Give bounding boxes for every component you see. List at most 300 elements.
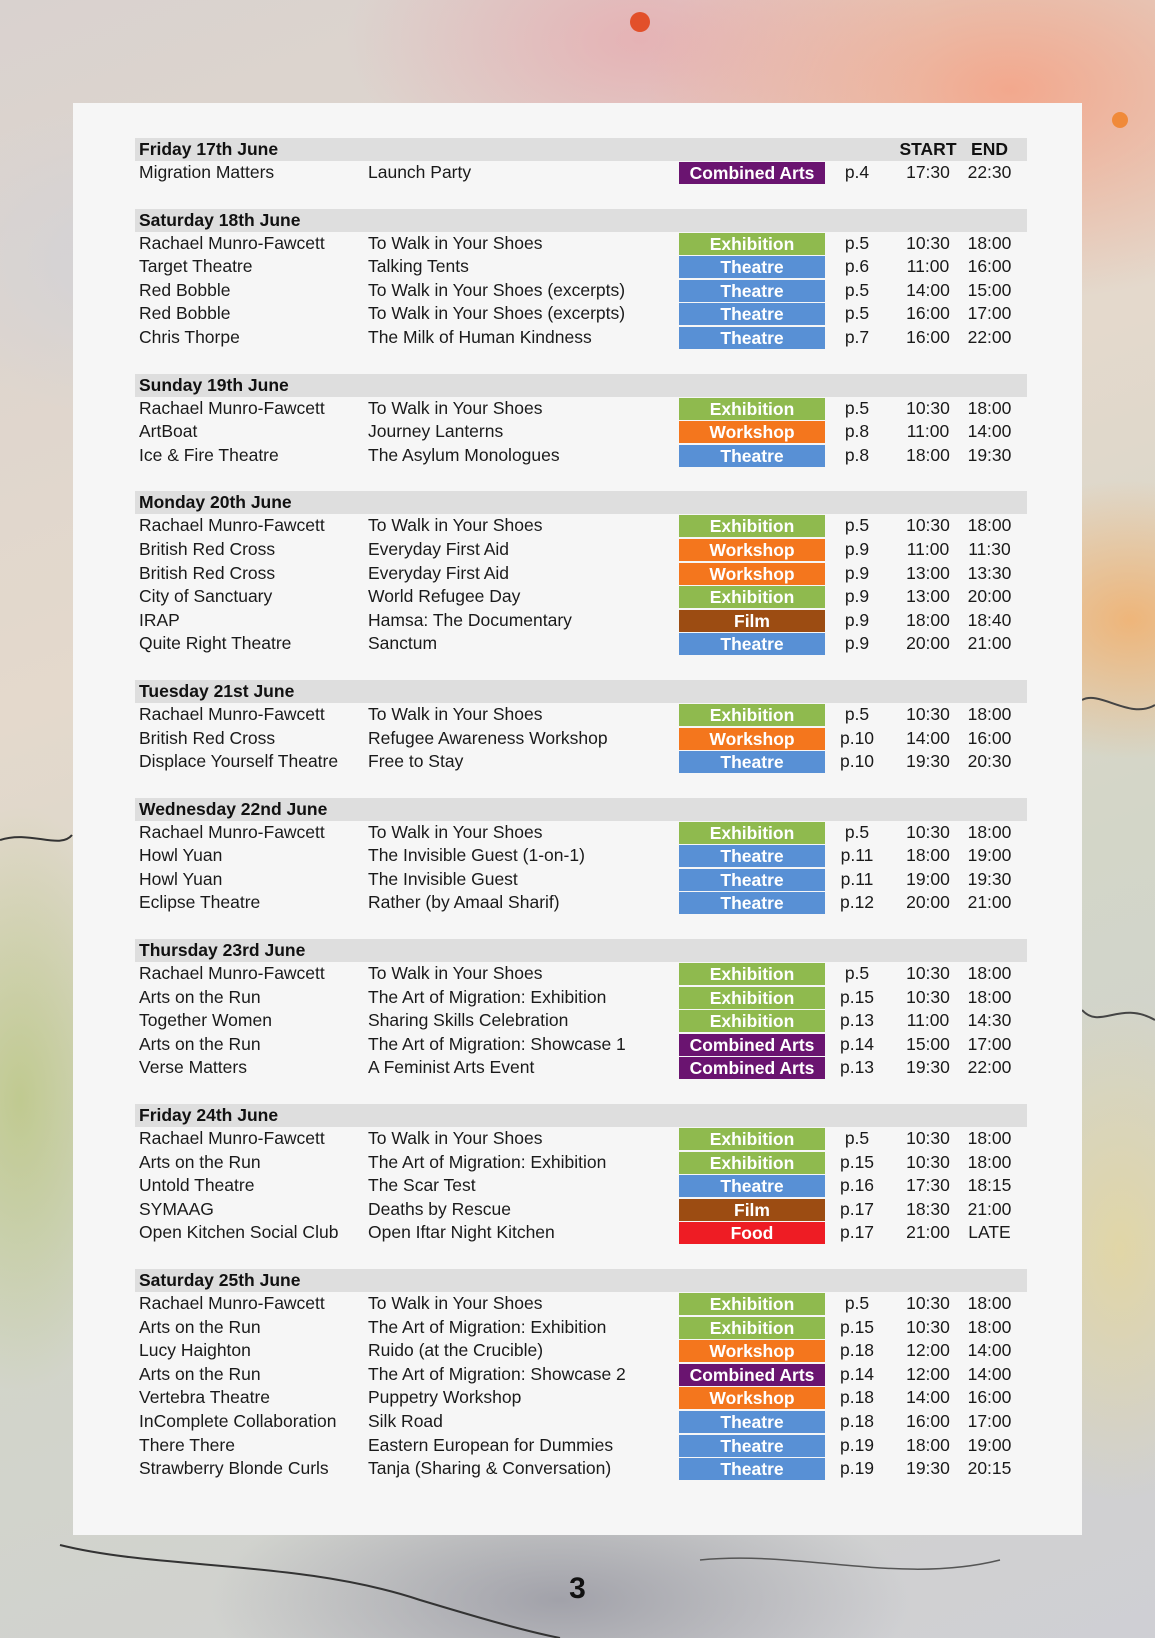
page-reference: p.9 bbox=[844, 633, 870, 654]
category-badge: Exhibition bbox=[679, 1152, 825, 1174]
page-reference: p.18 bbox=[839, 1387, 875, 1408]
end-time: 18:15 bbox=[967, 1175, 1012, 1196]
event-row bbox=[135, 868, 1027, 892]
start-time: 20:00 bbox=[906, 892, 950, 913]
end-time: 18:00 bbox=[967, 1151, 1012, 1172]
event-title: To Walk in Your Shoes bbox=[368, 515, 543, 536]
event-title: Hamsa: The Documentary bbox=[368, 609, 572, 630]
category-badge: Exhibition bbox=[679, 704, 825, 726]
day-label: Thursday 23rd June bbox=[139, 940, 306, 961]
category-badge: Theatre bbox=[679, 633, 825, 655]
event-title: Rather (by Amaal Sharif) bbox=[368, 892, 560, 913]
event-schedule bbox=[135, 138, 1027, 1505]
event-title: The Invisible Guest (1-on-1) bbox=[368, 845, 585, 866]
event-row bbox=[135, 609, 1027, 633]
category-badge: Exhibition bbox=[679, 987, 825, 1009]
event-row bbox=[135, 1056, 1027, 1080]
end-time: 15:00 bbox=[967, 279, 1012, 300]
end-time: 16:00 bbox=[967, 1387, 1012, 1408]
end-time: 20:15 bbox=[967, 1458, 1012, 1479]
end-time: 14:30 bbox=[967, 1010, 1012, 1031]
page-reference: p.18 bbox=[839, 1410, 875, 1431]
end-time: 22:00 bbox=[967, 1057, 1012, 1078]
day-section bbox=[135, 939, 1027, 1080]
event-row bbox=[135, 326, 1027, 350]
event-title: World Refugee Day bbox=[368, 586, 521, 607]
event-row bbox=[135, 1221, 1027, 1245]
day-section bbox=[135, 680, 1027, 774]
category-badge: Combined Arts bbox=[679, 1057, 825, 1079]
event-title: The Art of Migration: Exhibition bbox=[368, 1151, 607, 1172]
event-row bbox=[135, 986, 1027, 1010]
event-title: Everyday First Aid bbox=[368, 562, 510, 583]
event-row bbox=[135, 703, 1027, 727]
end-time: 14:00 bbox=[967, 1340, 1012, 1361]
page-reference: p.5 bbox=[844, 303, 870, 324]
event-title: To Walk in Your Shoes (excerpts) bbox=[368, 279, 626, 300]
event-row bbox=[135, 844, 1027, 868]
end-time: 16:00 bbox=[967, 727, 1012, 748]
event-row bbox=[135, 1434, 1027, 1458]
start-time: 16:00 bbox=[906, 326, 950, 347]
event-organiser: Untold Theatre bbox=[139, 1175, 255, 1196]
event-organiser: Displace Yourself Theatre bbox=[139, 751, 339, 772]
event-organiser: Vertebra Theatre bbox=[139, 1387, 271, 1408]
day-section bbox=[135, 374, 1027, 468]
event-row bbox=[135, 1386, 1027, 1410]
day-header bbox=[135, 209, 1027, 232]
day-section bbox=[135, 798, 1027, 915]
category-badge: Food bbox=[679, 1222, 825, 1244]
event-organiser: Rachael Munro-Fawcett bbox=[139, 397, 325, 418]
start-time: 15:00 bbox=[906, 1033, 950, 1054]
start-time: 10:30 bbox=[906, 703, 950, 724]
day-label: Tuesday 21st June bbox=[139, 680, 295, 701]
end-time: 18:00 bbox=[967, 1293, 1012, 1313]
event-title: Tanja (Sharing & Conversation) bbox=[368, 1458, 612, 1479]
event-title: To Walk in Your Shoes bbox=[368, 703, 543, 724]
event-title: The Asylum Monologues bbox=[368, 444, 560, 465]
day-section bbox=[135, 209, 1027, 350]
event-row bbox=[135, 1033, 1027, 1057]
category-badge: Combined Arts bbox=[679, 1034, 825, 1056]
event-organiser: Rachael Munro-Fawcett bbox=[139, 515, 325, 536]
end-time: 20:30 bbox=[967, 751, 1012, 772]
page-reference: p.10 bbox=[839, 751, 875, 772]
page-reference: p.9 bbox=[844, 538, 870, 559]
event-organiser: Red Bobble bbox=[139, 279, 231, 300]
page-reference: p.13 bbox=[839, 1057, 875, 1078]
event-title: The Invisible Guest bbox=[368, 868, 518, 889]
category-badge: Exhibition bbox=[679, 1128, 825, 1150]
event-organiser: Howl Yuan bbox=[139, 845, 223, 866]
end-time: 18:40 bbox=[967, 609, 1012, 630]
day-header bbox=[135, 680, 1027, 703]
start-time: 10:30 bbox=[906, 232, 950, 253]
event-row bbox=[135, 1339, 1027, 1363]
event-title: To Walk in Your Shoes bbox=[368, 1128, 543, 1149]
start-time: 12:00 bbox=[906, 1340, 950, 1361]
event-row bbox=[135, 585, 1027, 609]
event-row bbox=[135, 514, 1027, 538]
event-title: Refugee Awareness Workshop bbox=[368, 727, 608, 748]
page-reference: p.6 bbox=[844, 256, 870, 277]
event-organiser: Rachael Munro-Fawcett bbox=[139, 1128, 325, 1149]
event-organiser: Quite Right Theatre bbox=[139, 633, 292, 654]
event-organiser: IRAP bbox=[139, 609, 180, 630]
day-label: Friday 17th June bbox=[139, 139, 279, 159]
event-title: A Feminist Arts Event bbox=[368, 1057, 535, 1078]
end-time: 19:30 bbox=[967, 868, 1012, 889]
event-organiser: Migration Matters bbox=[139, 162, 275, 182]
day-header bbox=[135, 939, 1027, 962]
event-organiser: ArtBoat bbox=[139, 421, 198, 442]
start-time: 10:30 bbox=[906, 821, 950, 842]
event-row bbox=[135, 1363, 1027, 1387]
event-row bbox=[135, 279, 1027, 303]
page-reference: p.12 bbox=[839, 892, 875, 913]
event-row bbox=[135, 420, 1027, 444]
start-time: 11:00 bbox=[906, 256, 950, 277]
start-time: 19:30 bbox=[906, 751, 950, 772]
event-title: To Walk in Your Shoes (excerpts) bbox=[368, 303, 626, 324]
category-badge: Theatre bbox=[679, 1458, 825, 1480]
day-header bbox=[135, 1104, 1027, 1127]
end-time: 11:30 bbox=[968, 538, 1011, 559]
start-time: 12:00 bbox=[906, 1363, 950, 1384]
event-organiser: Chris Thorpe bbox=[139, 326, 240, 347]
page-reference: p.14 bbox=[839, 1363, 875, 1384]
event-row bbox=[135, 727, 1027, 751]
event-row bbox=[135, 1174, 1027, 1198]
event-title: Sanctum bbox=[368, 633, 438, 654]
end-time: 21:00 bbox=[967, 1198, 1012, 1219]
category-badge: Theatre bbox=[679, 751, 825, 773]
page-reference: p.10 bbox=[839, 727, 875, 748]
start-time: 11:00 bbox=[906, 538, 950, 559]
end-column-header: END bbox=[971, 139, 1008, 159]
event-title: Eastern European for Dummies bbox=[368, 1434, 614, 1455]
category-badge: Exhibition bbox=[679, 1317, 825, 1339]
page-reference: p.19 bbox=[839, 1434, 875, 1455]
end-time: 18:00 bbox=[967, 963, 1012, 984]
event-title: The Art of Migration: Exhibition bbox=[368, 986, 607, 1007]
start-time: 14:00 bbox=[906, 279, 950, 300]
event-title: The Art of Migration: Showcase 2 bbox=[368, 1363, 626, 1384]
category-badge: Theatre bbox=[679, 892, 825, 914]
category-badge: Theatre bbox=[679, 256, 825, 278]
event-row bbox=[135, 444, 1027, 468]
category-badge: Workshop bbox=[679, 1340, 825, 1362]
event-row bbox=[135, 538, 1027, 562]
category-badge: Workshop bbox=[679, 1387, 825, 1409]
event-organiser: British Red Cross bbox=[139, 562, 276, 583]
start-time: 18:00 bbox=[906, 845, 950, 866]
event-title: To Walk in Your Shoes bbox=[368, 1293, 543, 1313]
category-badge: Theatre bbox=[679, 303, 825, 325]
category-badge: Theatre bbox=[679, 1175, 825, 1197]
day-section bbox=[135, 1269, 1027, 1481]
category-badge: Combined Arts bbox=[679, 162, 825, 184]
end-time: 18:00 bbox=[967, 397, 1012, 418]
event-row bbox=[135, 1127, 1027, 1151]
page-reference: p.9 bbox=[844, 586, 870, 607]
event-organiser: Arts on the Run bbox=[139, 1316, 261, 1337]
end-time: 21:00 bbox=[967, 892, 1012, 913]
event-organiser: British Red Cross bbox=[139, 727, 276, 748]
end-time: 18:00 bbox=[967, 232, 1012, 253]
start-time: 21:00 bbox=[906, 1222, 950, 1243]
day-label: Monday 20th June bbox=[139, 492, 292, 513]
event-title: Deaths by Rescue bbox=[368, 1198, 511, 1219]
event-organiser: Verse Matters bbox=[139, 1057, 247, 1078]
day-header bbox=[135, 138, 1027, 161]
category-badge: Theatre bbox=[679, 869, 825, 891]
event-organiser: There There bbox=[139, 1434, 235, 1455]
event-row bbox=[135, 1292, 1027, 1316]
event-organiser: Together Women bbox=[139, 1010, 272, 1031]
start-time: 14:00 bbox=[906, 727, 950, 748]
event-organiser: Red Bobble bbox=[139, 303, 231, 324]
event-row bbox=[135, 1316, 1027, 1340]
page-reference: p.8 bbox=[844, 444, 870, 465]
event-title: The Art of Migration: Exhibition bbox=[368, 1316, 607, 1337]
page-reference: p.18 bbox=[839, 1340, 875, 1361]
event-title: Free to Stay bbox=[368, 751, 464, 772]
page-reference: p.5 bbox=[844, 963, 870, 984]
event-title: To Walk in Your Shoes bbox=[368, 963, 543, 984]
end-time: 13:30 bbox=[967, 562, 1012, 583]
event-title: Talking Tents bbox=[368, 256, 469, 277]
category-badge: Film bbox=[679, 610, 825, 632]
event-row bbox=[135, 1009, 1027, 1033]
day-header bbox=[135, 491, 1027, 514]
category-badge: Theatre bbox=[679, 1435, 825, 1457]
event-row bbox=[135, 255, 1027, 279]
event-organiser: British Red Cross bbox=[139, 538, 276, 559]
start-time: 16:00 bbox=[906, 1410, 950, 1431]
page-reference: p.17 bbox=[839, 1198, 875, 1219]
category-badge: Exhibition bbox=[679, 1010, 825, 1032]
day-label: Wednesday 22nd June bbox=[139, 798, 328, 819]
page-reference: p.9 bbox=[844, 562, 870, 583]
event-organiser: Rachael Munro-Fawcett bbox=[139, 963, 325, 984]
event-organiser: Strawberry Blonde Curls bbox=[139, 1458, 329, 1479]
event-title: To Walk in Your Shoes bbox=[368, 397, 543, 418]
event-row bbox=[135, 302, 1027, 326]
category-badge: Workshop bbox=[679, 728, 825, 750]
event-row bbox=[135, 750, 1027, 774]
event-organiser: Rachael Munro-Fawcett bbox=[139, 703, 325, 724]
event-row bbox=[135, 891, 1027, 915]
category-badge: Theatre bbox=[679, 327, 825, 349]
start-time: 10:30 bbox=[906, 1293, 950, 1313]
page-reference: p.9 bbox=[844, 609, 870, 630]
event-row bbox=[135, 161, 1027, 185]
day-label: Friday 24th June bbox=[139, 1105, 279, 1126]
page-reference: p.11 bbox=[840, 868, 874, 889]
event-title: The Milk of Human Kindness bbox=[368, 326, 592, 347]
category-badge: Exhibition bbox=[679, 822, 825, 844]
start-time: 18:30 bbox=[906, 1198, 950, 1219]
event-organiser: Rachael Munro-Fawcett bbox=[139, 821, 325, 842]
event-title: Everyday First Aid bbox=[368, 538, 510, 559]
category-badge: Theatre bbox=[679, 845, 825, 867]
end-time: 18:00 bbox=[967, 1128, 1012, 1149]
page-reference: p.15 bbox=[839, 1151, 875, 1172]
event-organiser: Target Theatre bbox=[139, 256, 253, 277]
event-title: Open Iftar Night Kitchen bbox=[368, 1222, 555, 1243]
event-organiser: SYMAAG bbox=[139, 1198, 214, 1219]
category-badge: Theatre bbox=[679, 1411, 825, 1433]
event-title: Puppetry Workshop bbox=[368, 1387, 522, 1408]
page-reference: p.7 bbox=[844, 326, 870, 347]
category-badge: Theatre bbox=[679, 280, 825, 302]
start-time: 10:30 bbox=[906, 515, 950, 536]
page-reference: p.8 bbox=[844, 421, 870, 442]
event-organiser: Rachael Munro-Fawcett bbox=[139, 232, 325, 253]
event-title: To Walk in Your Shoes bbox=[368, 232, 543, 253]
event-row bbox=[135, 962, 1027, 986]
event-title: The Art of Migration: Showcase 1 bbox=[368, 1033, 626, 1054]
category-badge: Exhibition bbox=[679, 586, 825, 608]
event-organiser: Ice & Fire Theatre bbox=[139, 444, 279, 465]
event-organiser: Arts on the Run bbox=[139, 1151, 261, 1172]
event-title: Journey Lanterns bbox=[368, 421, 504, 442]
day-section bbox=[135, 491, 1027, 656]
event-organiser: Arts on the Run bbox=[139, 986, 261, 1007]
end-time: 17:00 bbox=[967, 1033, 1012, 1054]
day-section bbox=[135, 138, 1027, 185]
event-title: The Scar Test bbox=[368, 1175, 476, 1196]
page-reference: p.5 bbox=[844, 1128, 870, 1149]
event-row bbox=[135, 632, 1027, 656]
event-title: To Walk in Your Shoes bbox=[368, 821, 543, 842]
start-time: 13:00 bbox=[906, 586, 950, 607]
end-time: 19:30 bbox=[967, 444, 1012, 465]
event-title: Ruido (at the Crucible) bbox=[368, 1340, 544, 1361]
start-time: 11:00 bbox=[906, 1010, 950, 1031]
category-badge: Workshop bbox=[679, 563, 825, 585]
event-row bbox=[135, 1198, 1027, 1222]
end-time: 19:00 bbox=[967, 845, 1012, 866]
page-reference: p.19 bbox=[839, 1458, 875, 1479]
event-row bbox=[135, 562, 1027, 586]
start-time: 11:00 bbox=[906, 421, 950, 442]
start-time: 16:00 bbox=[906, 303, 950, 324]
page-reference: p.5 bbox=[844, 279, 870, 300]
page-reference: p.5 bbox=[844, 397, 870, 418]
end-time: LATE bbox=[968, 1222, 1011, 1243]
start-time: 14:00 bbox=[906, 1387, 950, 1408]
end-time: 16:00 bbox=[967, 256, 1012, 277]
event-row bbox=[135, 1410, 1027, 1434]
page-reference: p.14 bbox=[839, 1033, 875, 1054]
page-reference: p.5 bbox=[844, 1293, 870, 1313]
start-time: 10:30 bbox=[906, 986, 950, 1007]
page-reference: p.15 bbox=[839, 986, 875, 1007]
page-reference: p.4 bbox=[844, 162, 870, 182]
event-organiser: Arts on the Run bbox=[139, 1363, 261, 1384]
start-time: 10:30 bbox=[906, 397, 950, 418]
event-row bbox=[135, 397, 1027, 421]
page-reference: p.5 bbox=[844, 703, 870, 724]
start-time: 19:30 bbox=[906, 1458, 950, 1479]
page-reference: p.17 bbox=[839, 1222, 875, 1243]
end-time: 22:30 bbox=[967, 162, 1012, 182]
end-time: 14:00 bbox=[967, 421, 1012, 442]
category-badge: Workshop bbox=[679, 421, 825, 443]
event-row bbox=[135, 821, 1027, 845]
day-label: Saturday 25th June bbox=[139, 1270, 301, 1290]
end-time: 19:00 bbox=[967, 1434, 1012, 1455]
end-time: 18:00 bbox=[967, 986, 1012, 1007]
event-organiser: Eclipse Theatre bbox=[139, 892, 261, 913]
start-time: 18:00 bbox=[906, 444, 950, 465]
start-time: 20:00 bbox=[906, 633, 950, 654]
end-time: 18:00 bbox=[967, 703, 1012, 724]
event-organiser: Rachael Munro-Fawcett bbox=[139, 1293, 325, 1313]
day-label: Sunday 19th June bbox=[139, 374, 289, 395]
category-badge: Theatre bbox=[679, 445, 825, 467]
event-organiser: Open Kitchen Social Club bbox=[139, 1222, 339, 1243]
event-row bbox=[135, 1457, 1027, 1481]
event-title: Sharing Skills Celebration bbox=[368, 1010, 569, 1031]
page-reference: p.5 bbox=[844, 232, 870, 253]
day-header bbox=[135, 374, 1027, 397]
end-time: 20:00 bbox=[967, 586, 1012, 607]
page-reference: p.5 bbox=[844, 821, 870, 842]
day-header bbox=[135, 798, 1027, 821]
event-organiser: Howl Yuan bbox=[139, 868, 223, 889]
page-reference: p.5 bbox=[844, 515, 870, 536]
end-time: 17:00 bbox=[967, 1410, 1012, 1431]
start-time: 13:00 bbox=[906, 562, 950, 583]
day-label: Saturday 18th June bbox=[139, 209, 301, 230]
start-time: 18:00 bbox=[906, 609, 950, 630]
category-badge: Film bbox=[679, 1199, 825, 1221]
event-row bbox=[135, 232, 1027, 256]
end-time: 22:00 bbox=[967, 326, 1012, 347]
end-time: 18:00 bbox=[967, 821, 1012, 842]
end-time: 21:00 bbox=[967, 633, 1012, 654]
end-time: 18:00 bbox=[967, 1316, 1012, 1337]
end-time: 18:00 bbox=[967, 515, 1012, 536]
event-row bbox=[135, 1151, 1027, 1175]
category-badge: Exhibition bbox=[679, 398, 825, 420]
day-section bbox=[135, 1104, 1027, 1245]
event-organiser: City of Sanctuary bbox=[139, 586, 273, 607]
page-reference: p.11 bbox=[840, 845, 874, 866]
event-organiser: InComplete Collaboration bbox=[139, 1410, 337, 1431]
end-time: 14:00 bbox=[967, 1363, 1012, 1384]
start-column-header: START bbox=[899, 139, 957, 159]
end-time: 17:00 bbox=[967, 303, 1012, 324]
category-badge: Exhibition bbox=[679, 515, 825, 537]
start-time: 10:30 bbox=[906, 1316, 950, 1337]
category-badge: Combined Arts bbox=[679, 1364, 825, 1386]
start-time: 17:30 bbox=[906, 162, 950, 182]
start-time: 10:30 bbox=[906, 963, 950, 984]
page-reference: p.13 bbox=[839, 1010, 875, 1031]
category-badge: Exhibition bbox=[679, 233, 825, 255]
start-time: 10:30 bbox=[906, 1128, 950, 1149]
page-number: 3 bbox=[569, 1572, 586, 1605]
start-time: 19:00 bbox=[906, 868, 950, 889]
start-time: 10:30 bbox=[906, 1151, 950, 1172]
start-time: 17:30 bbox=[906, 1175, 950, 1196]
category-badge: Exhibition bbox=[679, 963, 825, 985]
